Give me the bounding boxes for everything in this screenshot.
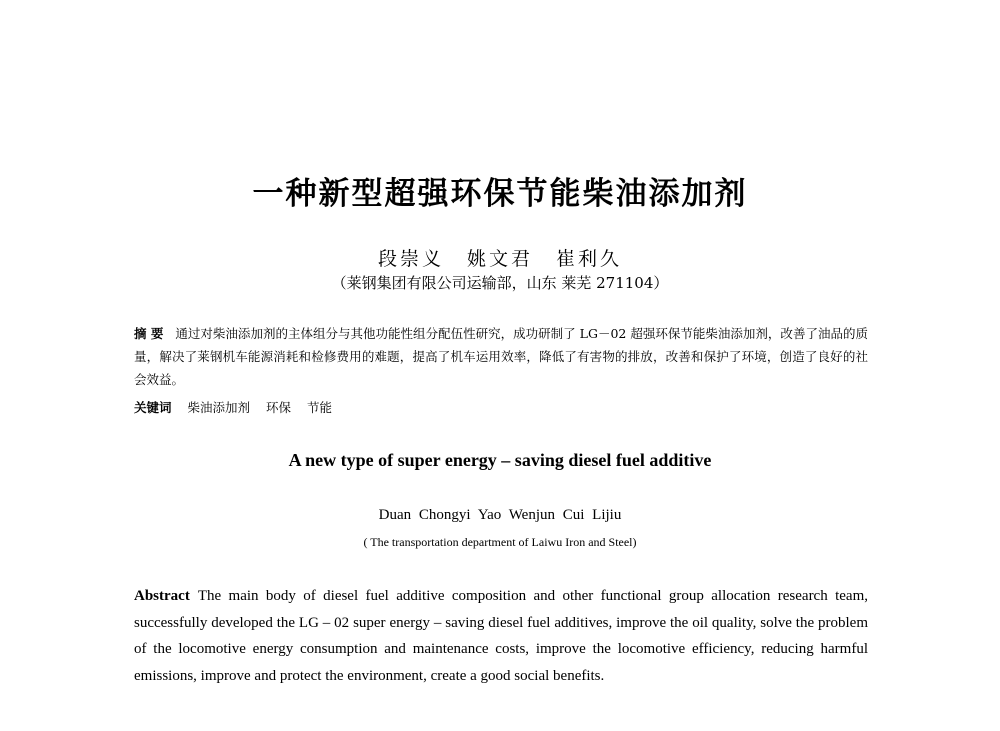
english-title: A new type of super energy – saving diesel fuel additive (288, 450, 712, 470)
chinese-abstract-text: 通过对柴油添加剂的主体组分与其他功能性组分配伍性研究，成功研制了 LG－02 超强环保节能柴油添加剂，改善了油品的质量，解决了莱钢机车能源消耗和检修费用的难题，提高了机车运用效率，降低了有害物的排放，改善和保护了环境，创造了良好的社会效益。 (134, 326, 868, 387)
chinese-keywords (134, 398, 344, 416)
english-abstract-label: Abstract (134, 588, 190, 604)
chinese-keywords-label: 关键词 (134, 400, 172, 415)
chinese-affiliation: （莱钢集团有限公司运输部，山东 莱芜 271104） (331, 274, 669, 292)
english-abstract-text: The main body of diesel fuel additive composition and other functional group allocation research team, successfully developed the LG – 02 super energy – saving diesel fuel additives, improve the oil quality, solve the problem of the locomotive energy consumption and maintenance costs, improve the locomotive efficiency, reducing harmful emissions, improve and protect the environment, create a good social benefits. (134, 588, 868, 684)
english-affiliation: ( The transportation department of Laiwu Iron and Steel) (363, 535, 637, 549)
keyword: 环保 (266, 400, 292, 415)
keyword: 柴油添加剂 (187, 400, 251, 415)
english-authors: Duan Chongyi Yao Wenjun Cui Lijiu (378, 507, 622, 523)
chinese-authors: 段崇义 姚文君 崔利久 (377, 248, 623, 270)
chinese-title: 一种新型超强环保节能柴油添加剂 (252, 176, 748, 212)
chinese-abstract-label: 摘 要 (134, 326, 164, 341)
english-abstract (134, 583, 868, 689)
keyword: 节能 (307, 400, 333, 415)
chinese-abstract (134, 322, 868, 391)
